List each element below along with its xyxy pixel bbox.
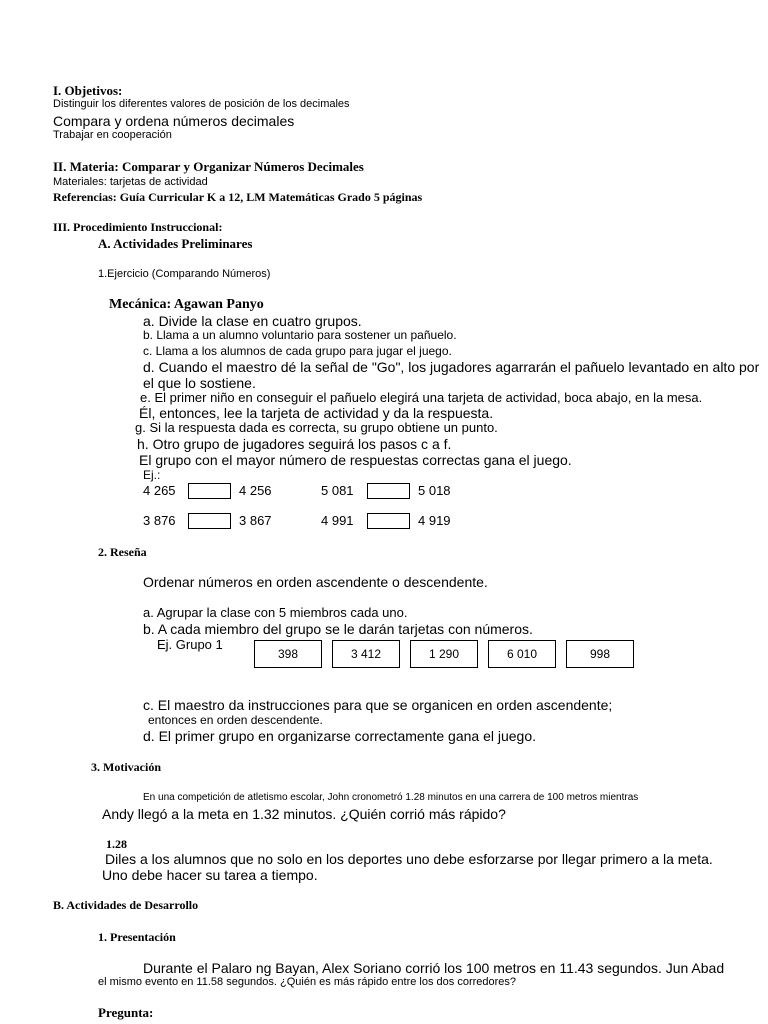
number-value: 3 876 bbox=[143, 513, 176, 528]
step-g: g. Si la respuesta dada es correcta, su grupo obtiene un punto. bbox=[135, 420, 498, 435]
step-e: e. El primer niño en conseguir el pañuelo elegirá una tarjeta de actividad, boca abajo, en la mesa. bbox=[140, 390, 703, 405]
references-line: Referencias: Guía Curricular K a 12, LM Matemáticas Grado 5 páginas bbox=[53, 190, 423, 204]
presentation-problem-cont: el mismo evento en 11.58 segundos. ¿Quién es más rápido entre los dos corredores? bbox=[98, 976, 517, 988]
number-value: 4 991 bbox=[321, 513, 354, 528]
answer-box bbox=[367, 513, 410, 529]
review-intro: Ordenar números en orden ascendente o descendente. bbox=[143, 574, 488, 590]
objective-line: Compara y ordena números decimales bbox=[53, 113, 295, 129]
number-card: 6 010 bbox=[488, 640, 556, 668]
development-heading: B. Actividades de Desarrollo bbox=[53, 898, 199, 912]
number-value: 4 265 bbox=[143, 483, 176, 498]
example-label: Ej.: bbox=[143, 468, 161, 482]
number-value: 4 919 bbox=[418, 513, 451, 528]
presentation-problem: Durante el Palaro ng Bayan, Alex Soriano corrió los 100 metros en 11.43 segundos. Jun Abad bbox=[143, 960, 725, 976]
step-d-cont: el que lo sostiene. bbox=[143, 375, 256, 391]
number-value: 3 867 bbox=[239, 513, 272, 528]
preliminary-heading: A. Actividades Preliminares bbox=[98, 236, 253, 251]
motivation-heading: 3. Motivación bbox=[91, 760, 161, 774]
motivation-note: Uno debe hacer su tarea a tiempo. bbox=[102, 867, 318, 883]
subject-heading: II. Materia: Comparar y Organizar Números Decimales bbox=[53, 159, 364, 174]
review-step-a: a. Agrupar la clase con 5 miembros cada uno. bbox=[143, 605, 408, 620]
motivation-problem: En una competición de atletismo escolar, John cronometró 1.28 minutos en una carrera de 100 metros mientras bbox=[143, 792, 639, 803]
review-step-c-cont: entonces en orden descendente. bbox=[148, 713, 323, 727]
objectives-heading: I. Objetivos: bbox=[53, 83, 123, 98]
materials-line: Materiales: tarjetas de actividad bbox=[53, 176, 208, 188]
mechanics-heading: Mecánica: Agawan Panyo bbox=[109, 297, 264, 312]
number-value: 5 081 bbox=[321, 483, 354, 498]
answer-box bbox=[188, 483, 231, 499]
motivation-note: Diles a los alumnos que no solo en los deportes uno debe esforzarse por llegar primero a la meta. bbox=[105, 851, 713, 867]
number-card: 398 bbox=[254, 640, 322, 668]
review-step-c: c. El maestro da instrucciones para que se organicen en orden ascendente; bbox=[143, 697, 613, 713]
step-h: h. Otro grupo de jugadores seguirá los pasos c a f. bbox=[137, 436, 452, 452]
exercise-title: 1.Ejercicio (Comparando Números) bbox=[98, 268, 271, 280]
objective-line: Distinguir los diferentes valores de posición de los decimales bbox=[53, 98, 350, 110]
procedure-heading: III. Procedimiento Instruccional: bbox=[53, 220, 223, 234]
objective-line: Trabajar en cooperación bbox=[53, 129, 172, 141]
presentation-heading: 1. Presentación bbox=[98, 930, 176, 944]
review-step-d: d. El primer grupo en organizarse correctamente gana el juego. bbox=[143, 728, 536, 744]
number-card: 3 412 bbox=[332, 640, 400, 668]
number-value: 4 256 bbox=[239, 483, 272, 498]
number-card: 1 290 bbox=[410, 640, 478, 668]
motivation-answer: 1.28 bbox=[106, 837, 127, 851]
number-value: 5 018 bbox=[418, 483, 451, 498]
step-c: c. Llama a los alumnos de cada grupo para jugar el juego. bbox=[143, 344, 452, 358]
answer-box bbox=[367, 483, 410, 499]
review-heading: 2. Reseña bbox=[98, 545, 147, 559]
step-b: b. Llama a un alumno voluntario para sostener un pañuelo. bbox=[143, 328, 457, 342]
win-rule: El grupo con el mayor número de respuestas correctas gana el juego. bbox=[139, 452, 572, 468]
step-a: a. Divide la clase en cuatro grupos. bbox=[143, 313, 362, 329]
review-step-b: b. A cada miembro del grupo se le darán tarjetas con números. bbox=[143, 621, 533, 637]
question-label: Pregunta: bbox=[98, 1005, 154, 1020]
motivation-question: Andy llegó a la meta en 1.32 minutos. ¿Quién corrió más rápido? bbox=[102, 806, 506, 822]
number-card: 998 bbox=[566, 640, 634, 668]
group-example-label: Ej. Grupo 1 bbox=[157, 637, 223, 652]
answer-box bbox=[188, 513, 231, 529]
step-d: d. Cuando el maestro dé la señal de "Go", los jugadores agarrarán el pañuelo levantado en alto por bbox=[143, 359, 760, 375]
step-e-cont: Él, entonces, lee la tarjeta de actividad y da la respuesta. bbox=[139, 405, 494, 421]
